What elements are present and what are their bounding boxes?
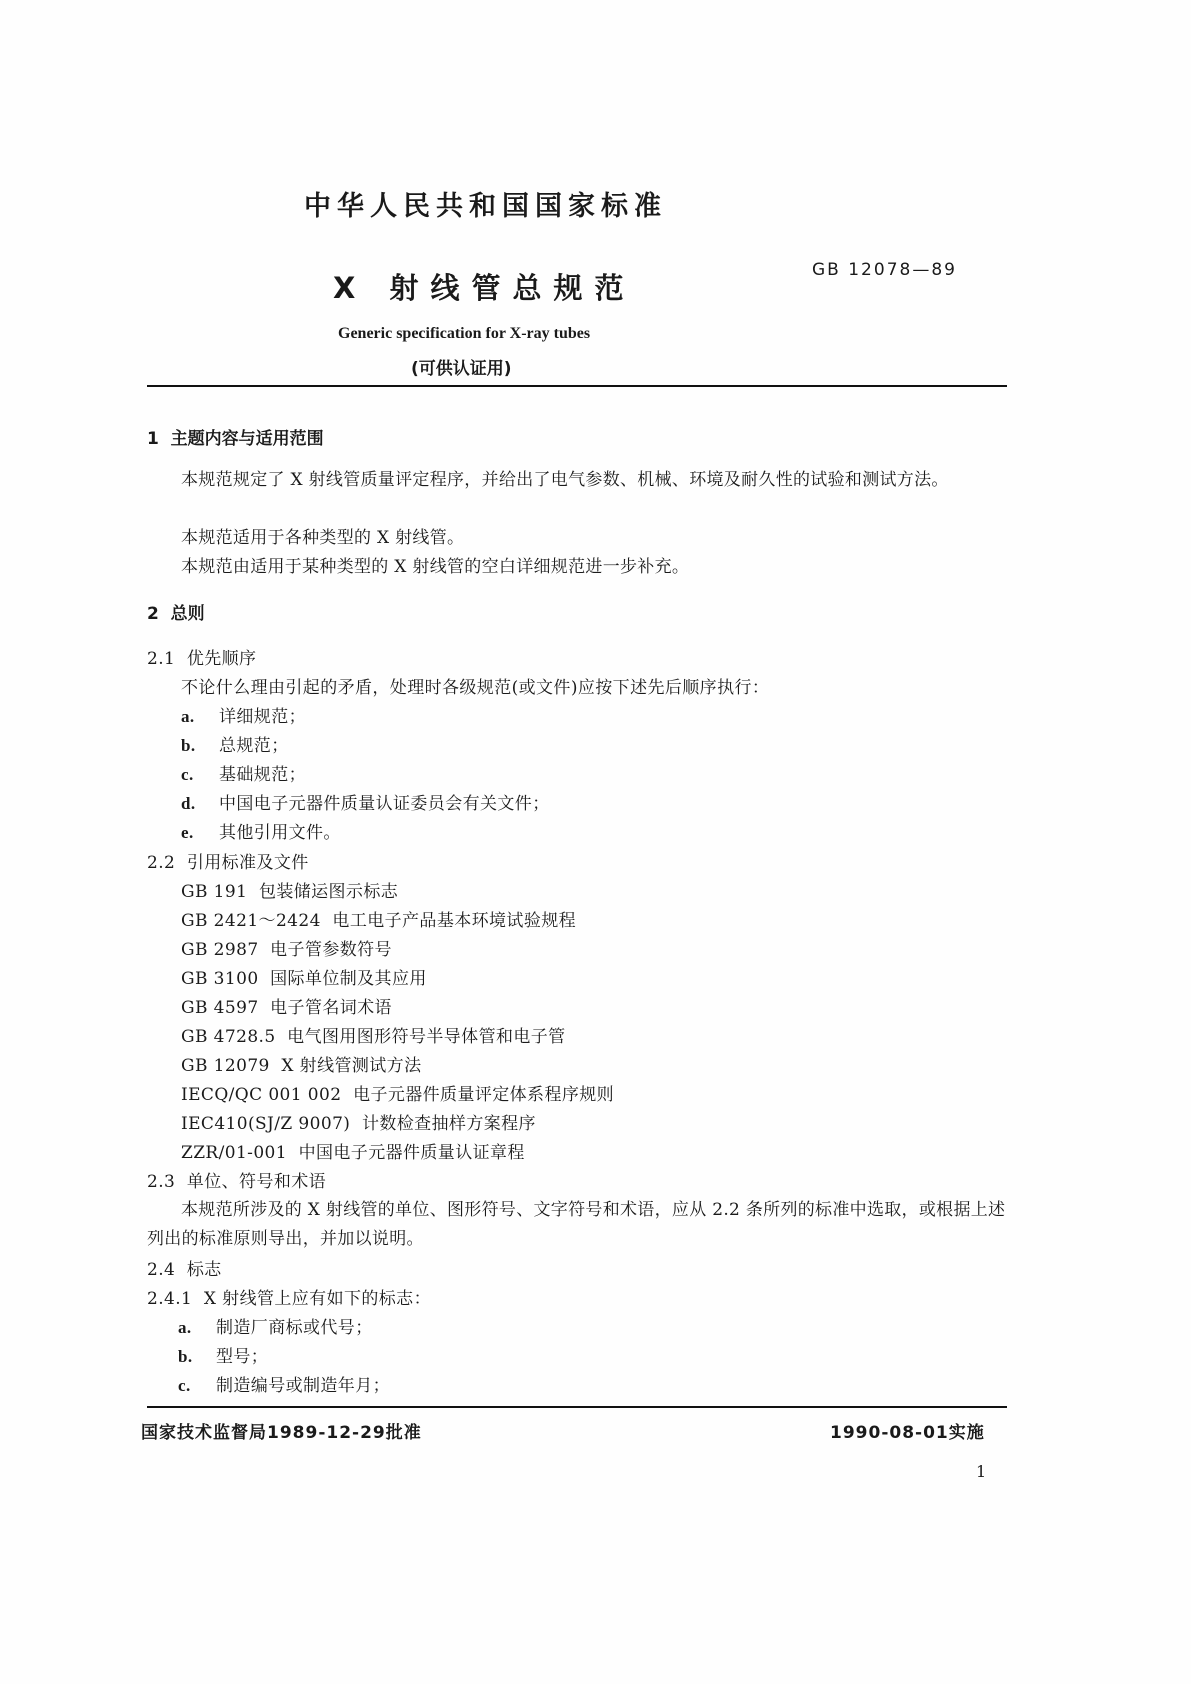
list-item-label: e. <box>181 823 194 842</box>
reference-row <box>181 906 576 931</box>
reference-title: 电气图用图形符号半导体管和电子管 <box>287 1027 566 1047</box>
reference-code: IEC410(SJ/Z 9007) <box>181 1114 351 1134</box>
list-item-label: a. <box>178 1318 192 1337</box>
section-2-1-intro: 不论什么理由引起的矛盾，处理时各级规范(或文件)应按下述先后顺序执行： <box>181 678 770 698</box>
section-1-heading: 1 主题内容与适用范围 <box>147 429 324 449</box>
list-item-text: 制造厂商标或代号； <box>216 1318 373 1338</box>
section-2-1-heading: 2.1 优先顺序 <box>147 649 257 669</box>
footer-rule <box>147 1406 1007 1408</box>
reference-title: 中国电子元器件质量认证章程 <box>298 1143 525 1163</box>
list-item-label: a. <box>181 707 195 726</box>
list-item-text: 型号； <box>216 1347 269 1367</box>
list-item-label: c. <box>178 1376 191 1395</box>
reference-title: 包装储运图示标志 <box>258 882 399 902</box>
reference-code: GB 2987 <box>181 940 259 960</box>
section-1-paragraph-3: 本规范由适用于某种类型的 X 射线管的空白详细规范进一步补充。 <box>181 557 690 577</box>
reference-title: 国际单位制及其应用 <box>270 969 427 989</box>
list-item <box>181 760 306 785</box>
list-item <box>181 789 550 814</box>
approval-text: 国家技术监督局1989-12-29批准 <box>141 1423 422 1443</box>
reference-code: GB 3100 <box>181 969 259 989</box>
national-standard-heading: 中华人民共和国国家标准 <box>304 191 667 222</box>
reference-code: GB 4728.5 <box>181 1027 276 1047</box>
section-2-2-heading: 2.2 引用标准及文件 <box>147 853 309 873</box>
reference-title: X 射线管测试方法 <box>281 1056 422 1076</box>
section-2-heading: 2 总则 <box>147 604 205 624</box>
reference-row <box>181 877 398 902</box>
list-item-label: c. <box>181 765 194 784</box>
section-2-3-paragraph: 本规范所涉及的 X 射线管的单位、图形符号、文字符号和术语，应从 2.2 条所列的标准中选取，或根据上述列出的标准原则导出，并加以说明。 <box>147 1200 1006 1249</box>
list-item-text: 基础规范； <box>219 765 306 785</box>
reference-title: 电工电子产品基本环境试验规程 <box>332 911 577 931</box>
list-item-label: b. <box>178 1347 193 1366</box>
standard-number: GB 12078—89 <box>812 260 957 280</box>
section-2-4-1-heading: 2.4.1 X 射线管上应有如下的标志： <box>147 1289 431 1309</box>
list-item-text: 制造编号或制造年月； <box>216 1376 390 1396</box>
list-item <box>178 1371 390 1396</box>
reference-row <box>181 1080 614 1105</box>
reference-row <box>181 935 392 960</box>
reference-code: GB 2421～2424 <box>181 911 321 931</box>
section-1-paragraph-1: 本规范规定了 X 射线管质量评定程序，并给出了电气参数、机械、环境及耐久性的试验和测试方法。 <box>181 470 949 490</box>
list-item <box>178 1342 268 1367</box>
list-item-text: 中国电子元器件质量认证委员会有关文件； <box>219 794 550 814</box>
list-item <box>181 702 306 727</box>
reference-code: IECQ/QC 001 002 <box>181 1085 342 1105</box>
reference-title: 计数检查抽样方案程序 <box>361 1114 536 1134</box>
list-item-text: 详细规范； <box>219 707 306 727</box>
reference-row <box>181 1138 525 1163</box>
document-title: X 射线管总规范 <box>333 271 636 305</box>
list-item <box>181 731 289 756</box>
list-item <box>181 818 341 843</box>
english-title: Generic specification for X-ray tubes <box>338 325 591 342</box>
list-item-text: 总规范； <box>219 736 289 756</box>
reference-code: GB 12079 <box>181 1056 270 1076</box>
list-item-text: 其他引用文件。 <box>219 823 341 843</box>
reference-title: 电子管参数符号 <box>270 940 392 960</box>
reference-row <box>181 1051 421 1076</box>
header-rule <box>147 385 1007 387</box>
list-item <box>178 1313 373 1338</box>
section-1-paragraph-2: 本规范适用于各种类型的 X 射线管。 <box>181 528 465 548</box>
reference-code: GB 4597 <box>181 998 259 1018</box>
reference-code: GB 191 <box>181 882 248 902</box>
reference-row <box>181 1022 566 1047</box>
section-2-3-heading: 2.3 单位、符号和术语 <box>147 1172 327 1192</box>
reference-title: 电子管名词术语 <box>270 998 392 1018</box>
certification-note: (可供认证用) <box>411 359 512 379</box>
section-2-4-heading: 2.4 标志 <box>147 1260 222 1280</box>
list-item-label: b. <box>181 736 196 755</box>
reference-row <box>181 1109 536 1134</box>
reference-code: ZZR/01-001 <box>181 1143 287 1163</box>
page-number: 1 <box>976 1462 987 1481</box>
effective-date: 1990-08-01实施 <box>830 1423 985 1443</box>
list-item-label: d. <box>181 794 196 813</box>
reference-row <box>181 993 392 1018</box>
reference-row <box>181 964 427 989</box>
reference-title: 电子元器件质量评定体系程序规则 <box>353 1085 615 1105</box>
